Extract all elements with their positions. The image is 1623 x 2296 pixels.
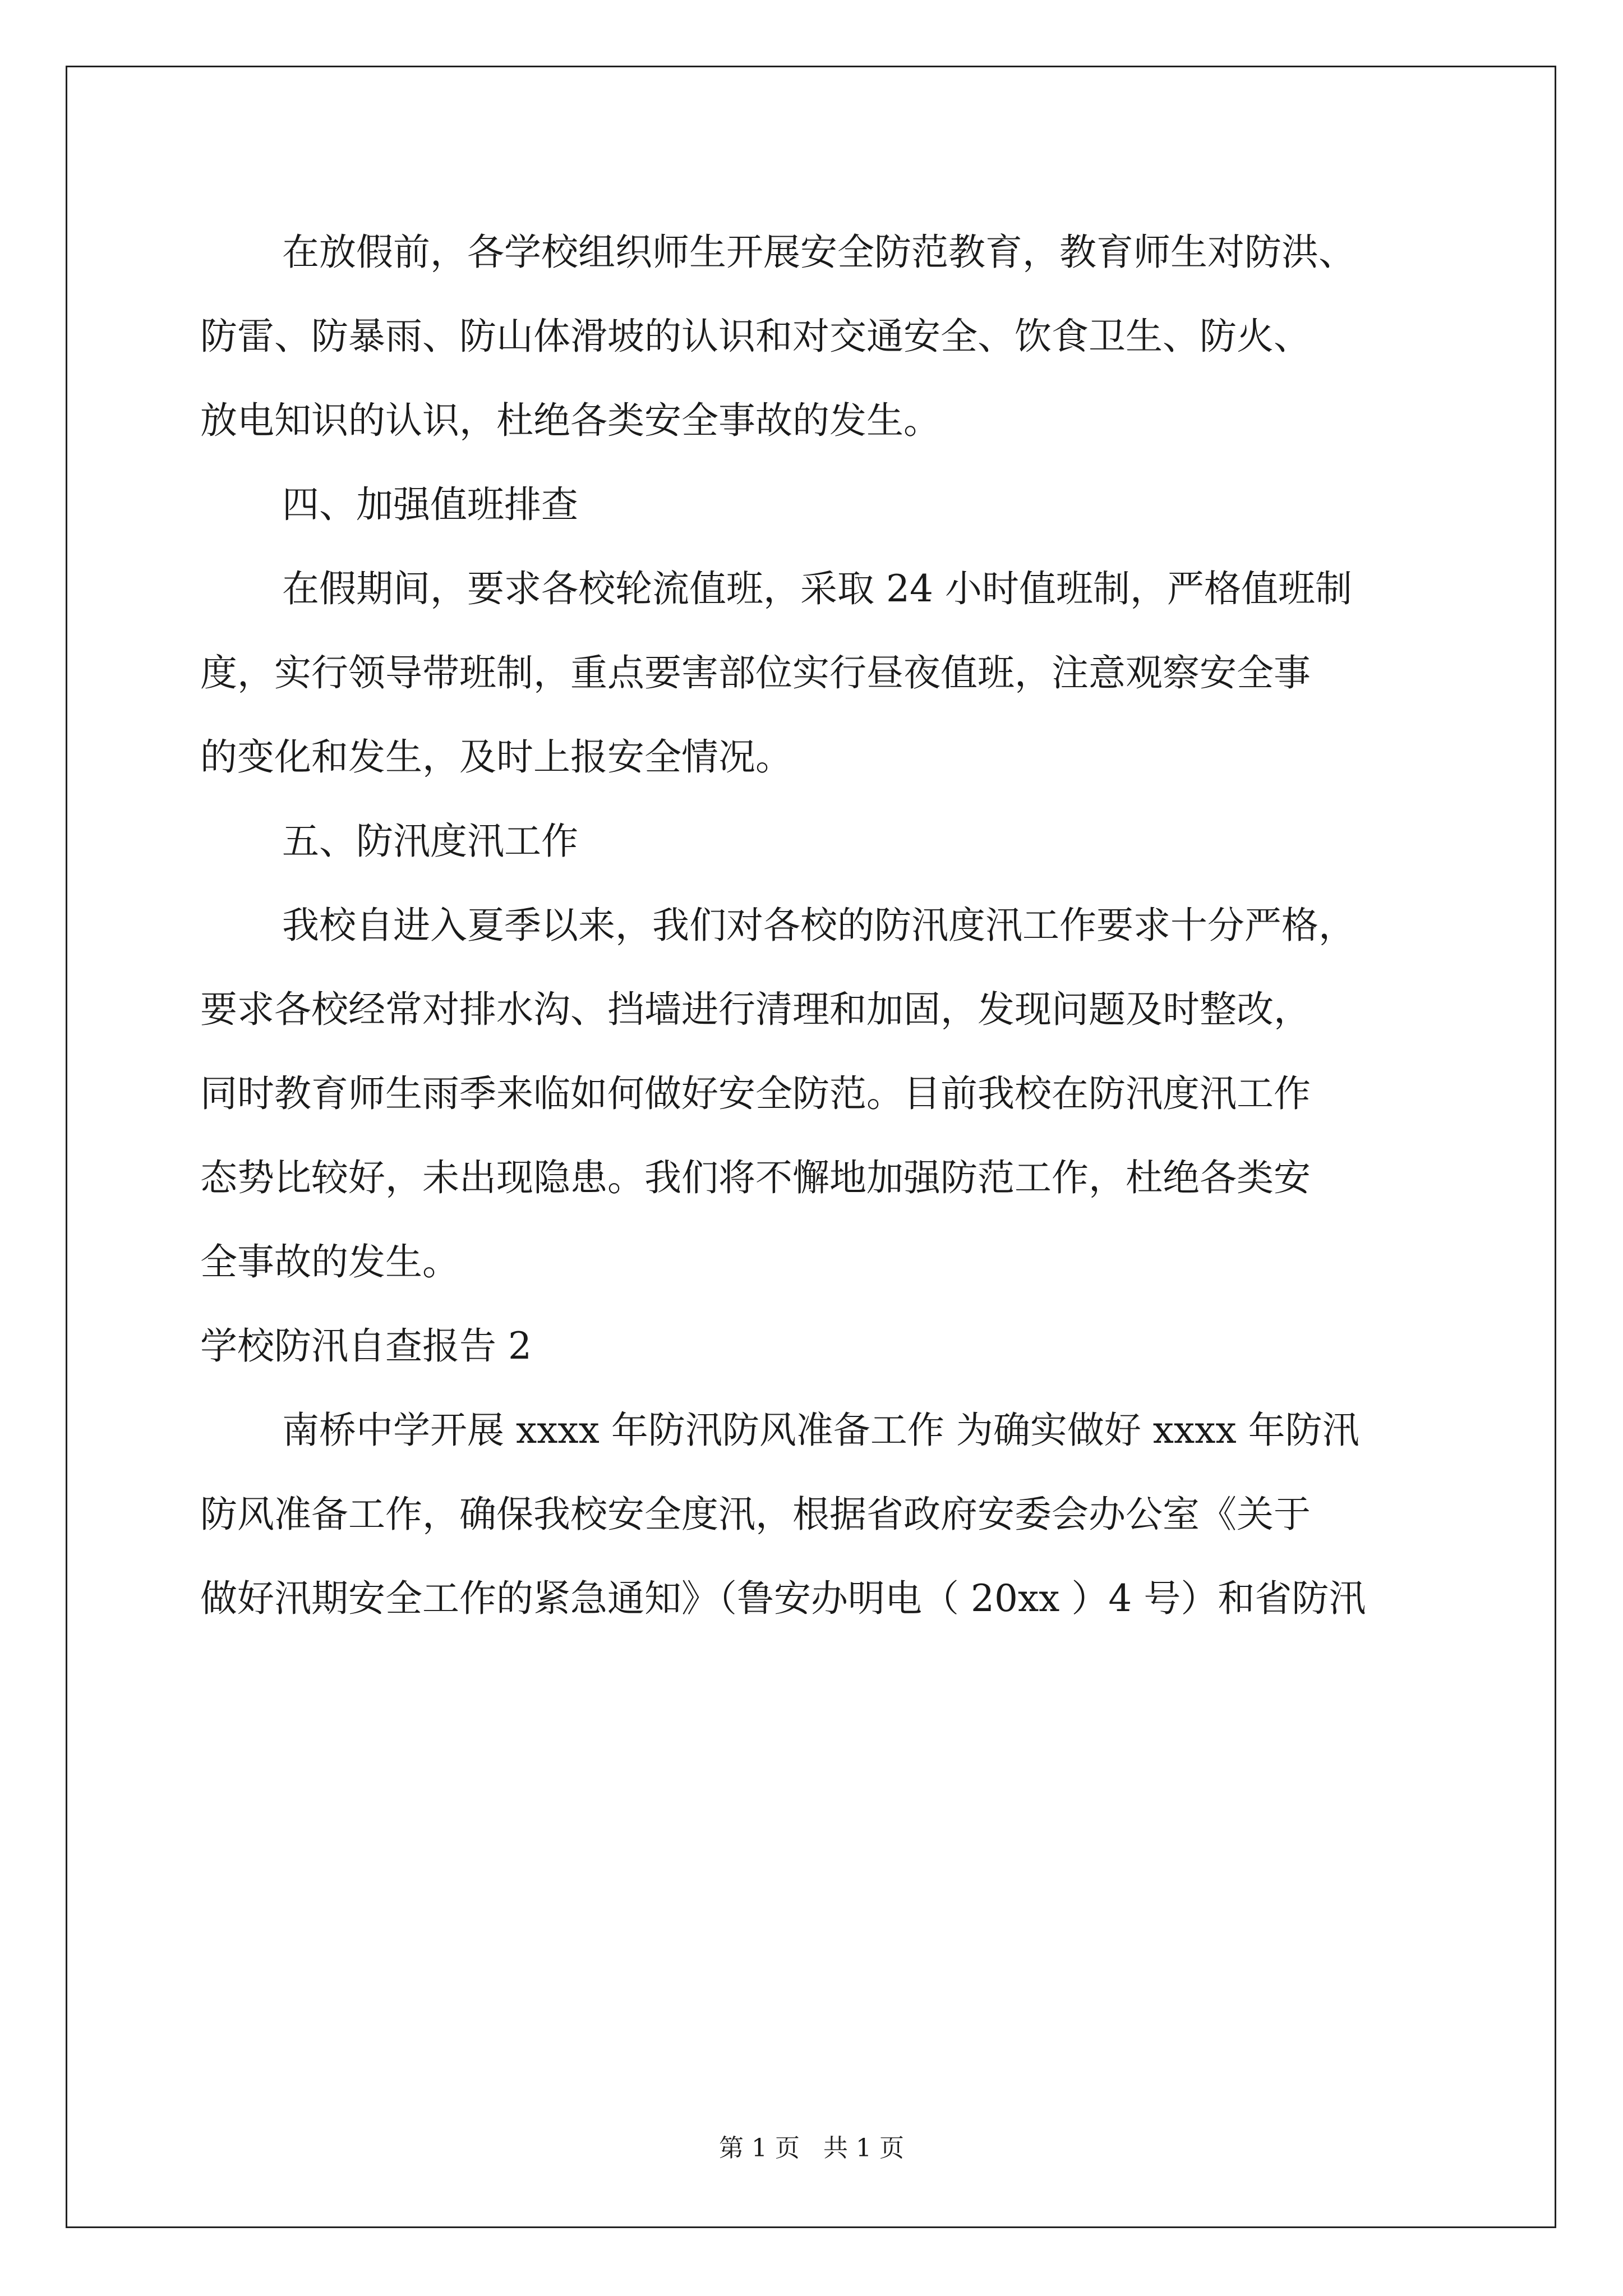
section-heading: 四、加强值班排查 <box>282 483 578 526</box>
report-title: 学校防汛自查报告 2 <box>200 1324 532 1368</box>
page-border <box>66 66 1556 2228</box>
paragraph-line: 做好汛期安全工作的紧急通知》（鲁安办明电（ 20xx ）4 号）和省防汛 <box>200 1577 1366 1620</box>
paragraph-line: 防风准备工作，确保我校安全度汛，根据省政府安委会办公室《关于 <box>200 1493 1311 1536</box>
paragraph-line: 的变化和发生，及时上报安全情况。 <box>200 735 792 779</box>
paragraph-line: 态势比较好，未出现隐患。我们将不懈地加强防范工作，杜绝各类安 <box>200 1156 1311 1199</box>
paragraph-line: 在放假前，各学校组织师生开展安全防范教育，教育师生对防洪、 <box>282 231 1355 274</box>
paragraph-line: 南桥中学开展 xxxx 年防汛防风准备工作 为确实做好 xxxx 年防汛 <box>282 1409 1359 1452</box>
page-footer: 第 1 页 共 1 页 <box>719 2134 904 2162</box>
paragraph-line: 同时教育师生雨季来临如何做好安全防范。目前我校在防汛度汛工作 <box>200 1072 1311 1115</box>
paragraph-line: 我校自进入夏季以来，我们对各校的防汛度汛工作要求十分严格， <box>282 904 1355 947</box>
paragraph-line: 防雷、防暴雨、防山体滑坡的认识和对交通安全、饮食卫生、防火、 <box>200 315 1311 358</box>
paragraph-line: 度，实行领导带班制，重点要害部位实行昼夜值班，注意观察安全事 <box>200 651 1311 694</box>
paragraph-line: 全事故的发生。 <box>200 1240 459 1283</box>
paragraph-line: 要求各校经常对排水沟、挡墙进行清理和加固，发现问题及时整改， <box>200 988 1311 1031</box>
paragraph-line: 放电知识的认识，杜绝各类安全事故的发生。 <box>200 399 940 442</box>
paragraph-line: 在假期间，要求各校轮流值班，采取 24 小时值班制，严格值班制 <box>282 567 1352 610</box>
section-heading: 五、防汛度汛工作 <box>282 820 578 863</box>
